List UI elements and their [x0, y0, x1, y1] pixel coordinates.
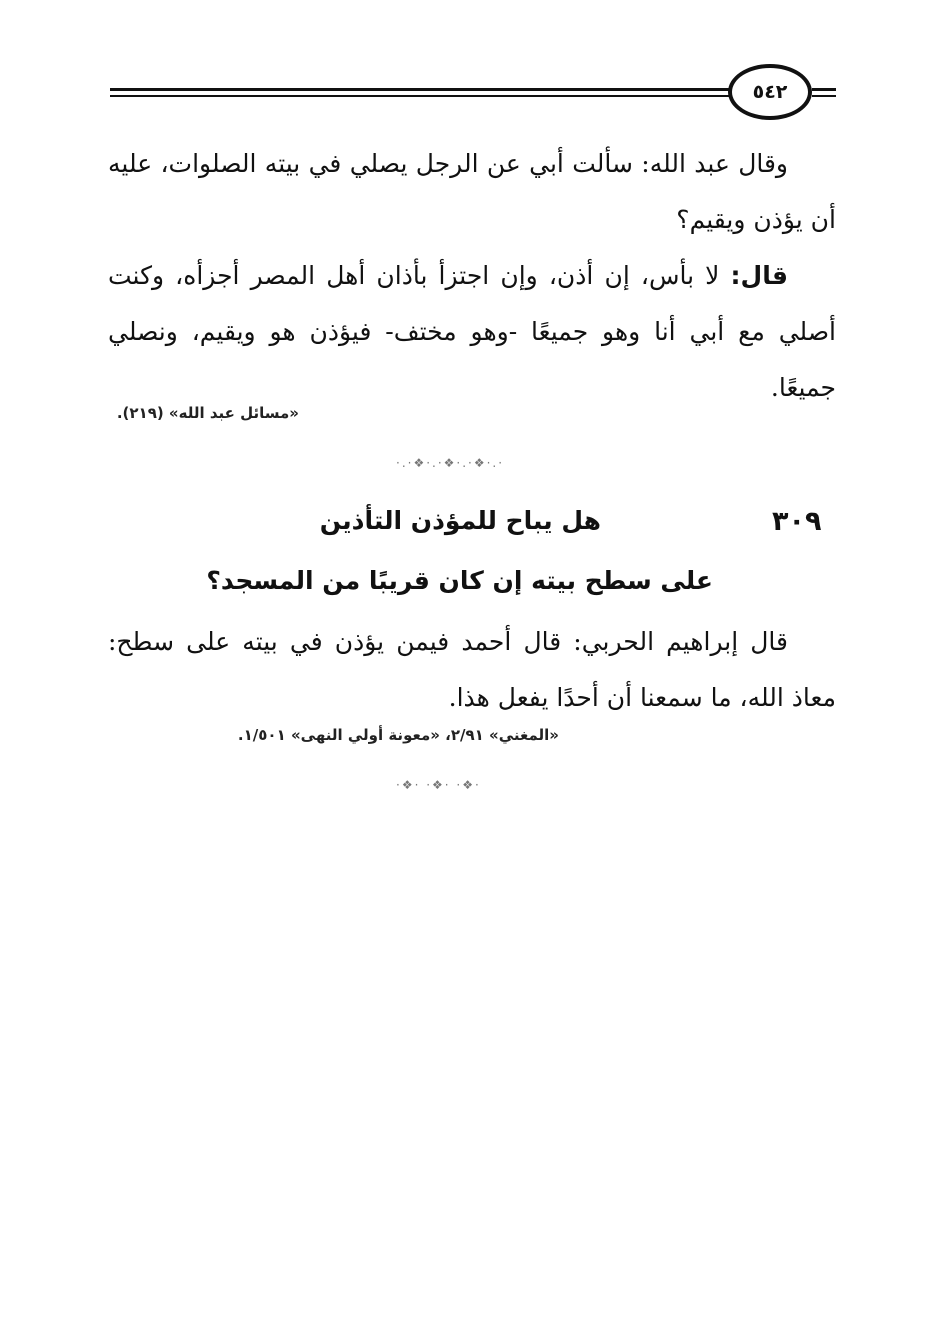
question-title-line-1: هل يباح للمؤذن التأذين: [319, 506, 601, 535]
header-rule-right: [812, 88, 836, 97]
question-title-line-2: على سطح بيته إن كان قريبًا من المسجد؟: [206, 566, 713, 595]
ornament-divider: ·.·❖·.·❖·.·❖·.·: [396, 456, 505, 470]
source-citation-2: «المغني» ٢/٩١، «معونة أولي النهى» ١/٥٠١.: [237, 726, 559, 744]
answer-text: لا بأس، إن أذن، وإن اجتزأ بأذان أهل المصر أجزأه، وكنت أصلي مع أبي أنا وهو جميعًا -وهو مختف- فيؤذن هو ويقيم، ونصلي جميعًا.: [108, 261, 836, 402]
paragraph-harbi: قال إبراهيم الحربي: قال أحمد فيمن يؤذن في بيته على سطح: معاذ الله، ما سمعنا أن أحدًا يفعل هذا.: [108, 627, 836, 712]
header-rule: [110, 88, 730, 97]
answer-lead: قال:: [730, 261, 788, 290]
paragraph-answer: [108, 248, 836, 416]
page-number: ٥٤٢: [728, 64, 812, 120]
paragraph-question: وقال عبد الله: سألت أبي عن الرجل يصلي في بيته الصلوات، عليه أن يؤذن ويقيم؟: [108, 149, 836, 234]
ornament-end: ·❖· ·❖· ·❖·: [396, 778, 481, 792]
question-number: ٣٠٩: [772, 506, 822, 537]
source-citation-1: «مسائل عبد الله» (٢١٩).: [116, 404, 299, 422]
previous-entry-text: [108, 136, 836, 416]
entry-text: [108, 614, 836, 726]
